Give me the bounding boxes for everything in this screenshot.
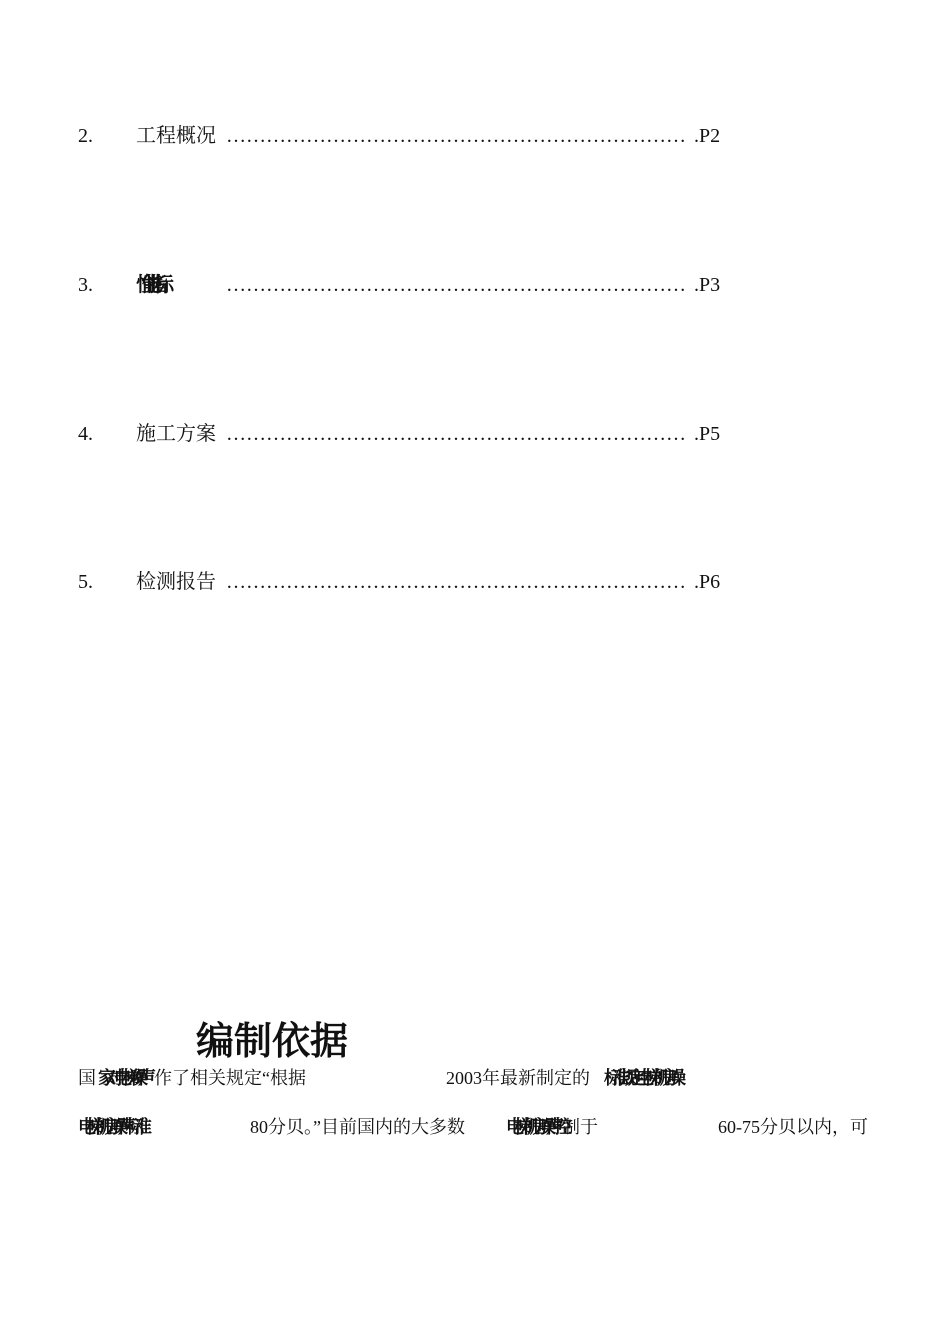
toc-item-4[interactable] <box>78 421 738 447</box>
toc-title: 施工方案 <box>136 423 216 445</box>
section-heading: 编制依据 <box>196 1019 349 1063</box>
toc-item-3[interactable] <box>78 272 738 298</box>
body-text-fragment: 国 <box>78 1068 96 1088</box>
toc-leader-dots: …………………………………………………………… <box>226 274 686 296</box>
toc-leader-dots: …………………………………………………………… <box>226 571 686 593</box>
body-text-fragment: 标准规定电梯机房噪 <box>604 1068 676 1088</box>
toc-page-number: .P5 <box>694 423 721 445</box>
toc-page-number: .P6 <box>694 571 721 593</box>
toc-title: 检测报告 <box>136 571 216 593</box>
body-text-fragment: 80分贝。”目前国内的大多数 <box>250 1117 465 1137</box>
toc-title: 工程概况 <box>136 125 216 147</box>
toc-item-2[interactable] <box>78 123 738 149</box>
toc-number: 4. <box>78 423 93 445</box>
body-text-fragment: 60-75分贝以内，可 <box>718 1117 868 1137</box>
toc-title: 性能指标 <box>136 274 160 296</box>
toc-leader-dots: …………………………………………………………… <box>226 423 686 445</box>
toc-page-number: .P2 <box>694 125 721 147</box>
toc-item-5[interactable] <box>78 569 738 595</box>
toc-leader-dots: …………………………………………………………… <box>226 125 686 147</box>
toc-number: 2. <box>78 125 93 147</box>
toc-page-number: .P3 <box>694 274 721 296</box>
body-text-fragment: 电梯机房噪声控 <box>506 1117 562 1137</box>
body-text-fragment: 电梯机房噪声标准 <box>78 1117 142 1137</box>
body-text-fragment: 2003年最新制定的 <box>446 1068 590 1088</box>
toc-number: 5. <box>78 571 93 593</box>
body-text-fragment: 制于 <box>562 1117 598 1137</box>
toc-number: 3. <box>78 274 93 296</box>
body-text-fragment: 作了相关规定“根据 <box>154 1068 306 1088</box>
body-text-fragment: 家对电梯噪声 <box>98 1068 146 1088</box>
